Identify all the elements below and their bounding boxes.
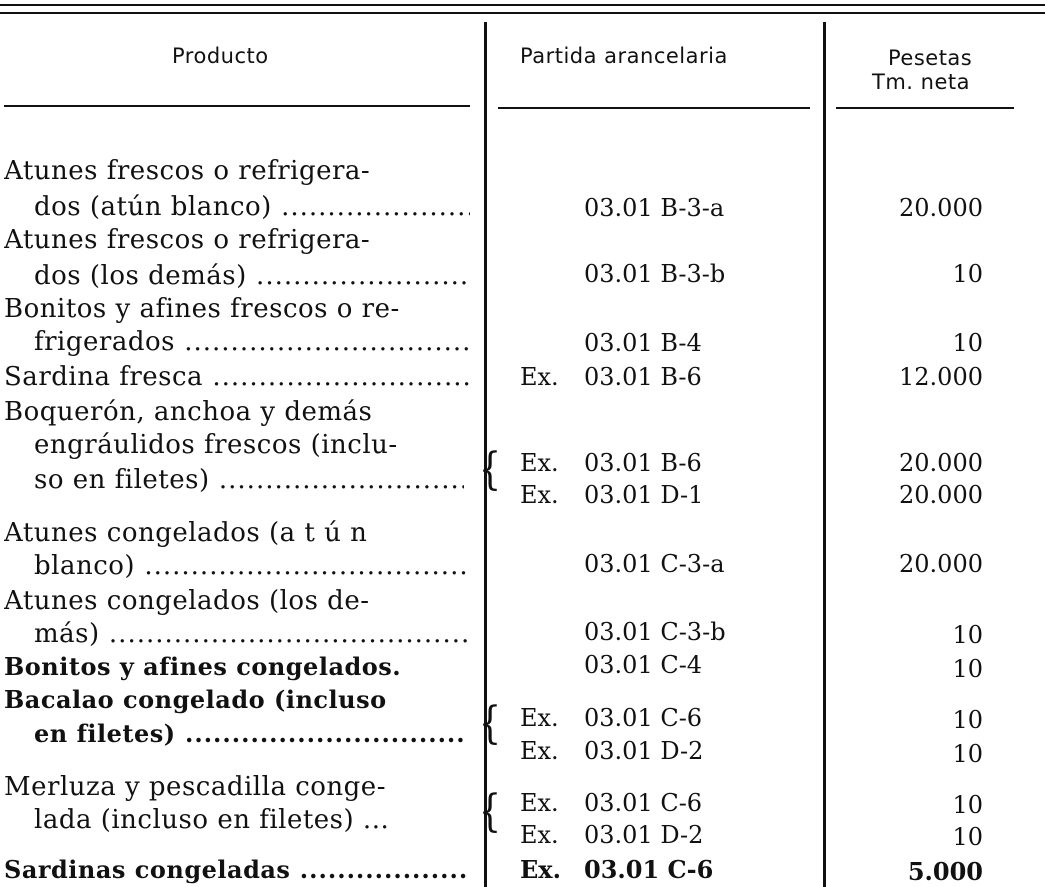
producto-line: dos (atún blanco) ..... xyxy=(34,190,470,224)
producto-line: más) ..... xyxy=(34,617,470,651)
brace-icon: { xyxy=(478,444,502,495)
pesetas-cell: 5.000 xyxy=(907,857,983,886)
producto-line: Bonitos y afines frescos o re- xyxy=(4,294,400,324)
header-underline-producto xyxy=(4,105,470,107)
producto-line: Bonitos y afines congelados. xyxy=(4,652,402,681)
producto-line: lada (incluso en filetes) ... xyxy=(34,805,390,835)
pesetas-cell: 10 xyxy=(952,621,983,649)
pesetas-cell: 20.000 xyxy=(899,449,983,477)
header-underline-pesetas xyxy=(836,107,1014,109)
producto-line: Boquerón, anchoa y demás xyxy=(4,397,373,427)
partida-cell: Ex. 03.01 D-2 xyxy=(520,737,704,765)
header-pesetas-line1: Pesetas xyxy=(888,46,973,70)
partida-cell: 03.01 C-3-a xyxy=(584,550,725,578)
producto-line: Bacalao congelado (incluso xyxy=(4,685,387,714)
partida-cell: 03.01 B-3-a xyxy=(584,194,725,222)
column-rule-right xyxy=(823,22,826,887)
producto-line: blanco) ..... xyxy=(34,549,470,583)
partida-cell: 03.01 B-4 xyxy=(584,329,702,357)
pesetas-cell: 10 xyxy=(952,260,983,288)
producto-line: Merluza y pescadilla conge- xyxy=(4,772,386,802)
top-rule-1 xyxy=(0,4,1045,6)
pesetas-cell: 10 xyxy=(952,791,983,819)
producto-line: Sardina fresca ..... xyxy=(4,360,470,394)
partida-cell: Ex. 03.01 B-6 xyxy=(520,363,702,391)
producto-line: Sardinas congeladas ..... xyxy=(4,853,470,887)
partida-cell: Ex. 03.01 C-6 xyxy=(520,704,703,732)
partida-cell: Ex. 03.01 D-2 xyxy=(520,821,704,849)
partida-cell: Ex. 03.01 C-6 xyxy=(520,789,703,817)
header-partida: Partida arancelaria xyxy=(520,44,728,68)
brace-icon: { xyxy=(478,786,502,837)
producto-line: en filetes) ..... xyxy=(34,717,464,751)
top-rule-2 xyxy=(0,12,1045,14)
producto-line: Atunes congelados (los de- xyxy=(4,586,370,616)
producto-line: Atunes congelados (a t ú n xyxy=(4,518,368,548)
pesetas-cell: 20.000 xyxy=(899,550,983,578)
pesetas-cell: 10 xyxy=(952,823,983,851)
header-pesetas-line2: Tm. neta xyxy=(872,70,970,94)
brace-icon: { xyxy=(478,698,502,749)
producto-line: so en filetes) ..... xyxy=(34,463,464,497)
pesetas-cell: 20.000 xyxy=(899,481,983,509)
producto-line: Atunes frescos o refrigera- xyxy=(4,156,371,186)
header-underline-partida xyxy=(498,107,810,109)
pesetas-cell: 10 xyxy=(952,740,983,768)
producto-line: dos (los demás) ..... xyxy=(34,259,470,293)
partida-cell: Ex. 03.01 D-1 xyxy=(520,481,704,509)
pesetas-cell: 10 xyxy=(952,655,983,683)
partida-cell: 03.01 C-3-b xyxy=(584,618,726,646)
partida-cell: 03.01 B-3-b xyxy=(584,260,726,288)
pesetas-cell: 12.000 xyxy=(899,363,983,391)
partida-cell: Ex. 03.01 C-6 xyxy=(520,855,714,884)
partida-cell: Ex. 03.01 B-6 xyxy=(520,449,702,477)
pesetas-cell: 20.000 xyxy=(899,194,983,222)
pesetas-cell: 10 xyxy=(952,329,983,357)
producto-line: frigerados ..... xyxy=(34,325,470,359)
partida-cell: 03.01 C-4 xyxy=(584,651,703,679)
producto-line: engráulidos frescos (inclu- xyxy=(34,430,398,460)
header-producto: Producto xyxy=(172,44,269,68)
pesetas-cell: 10 xyxy=(952,706,983,734)
producto-line: Atunes frescos o refrigera- xyxy=(4,225,371,255)
